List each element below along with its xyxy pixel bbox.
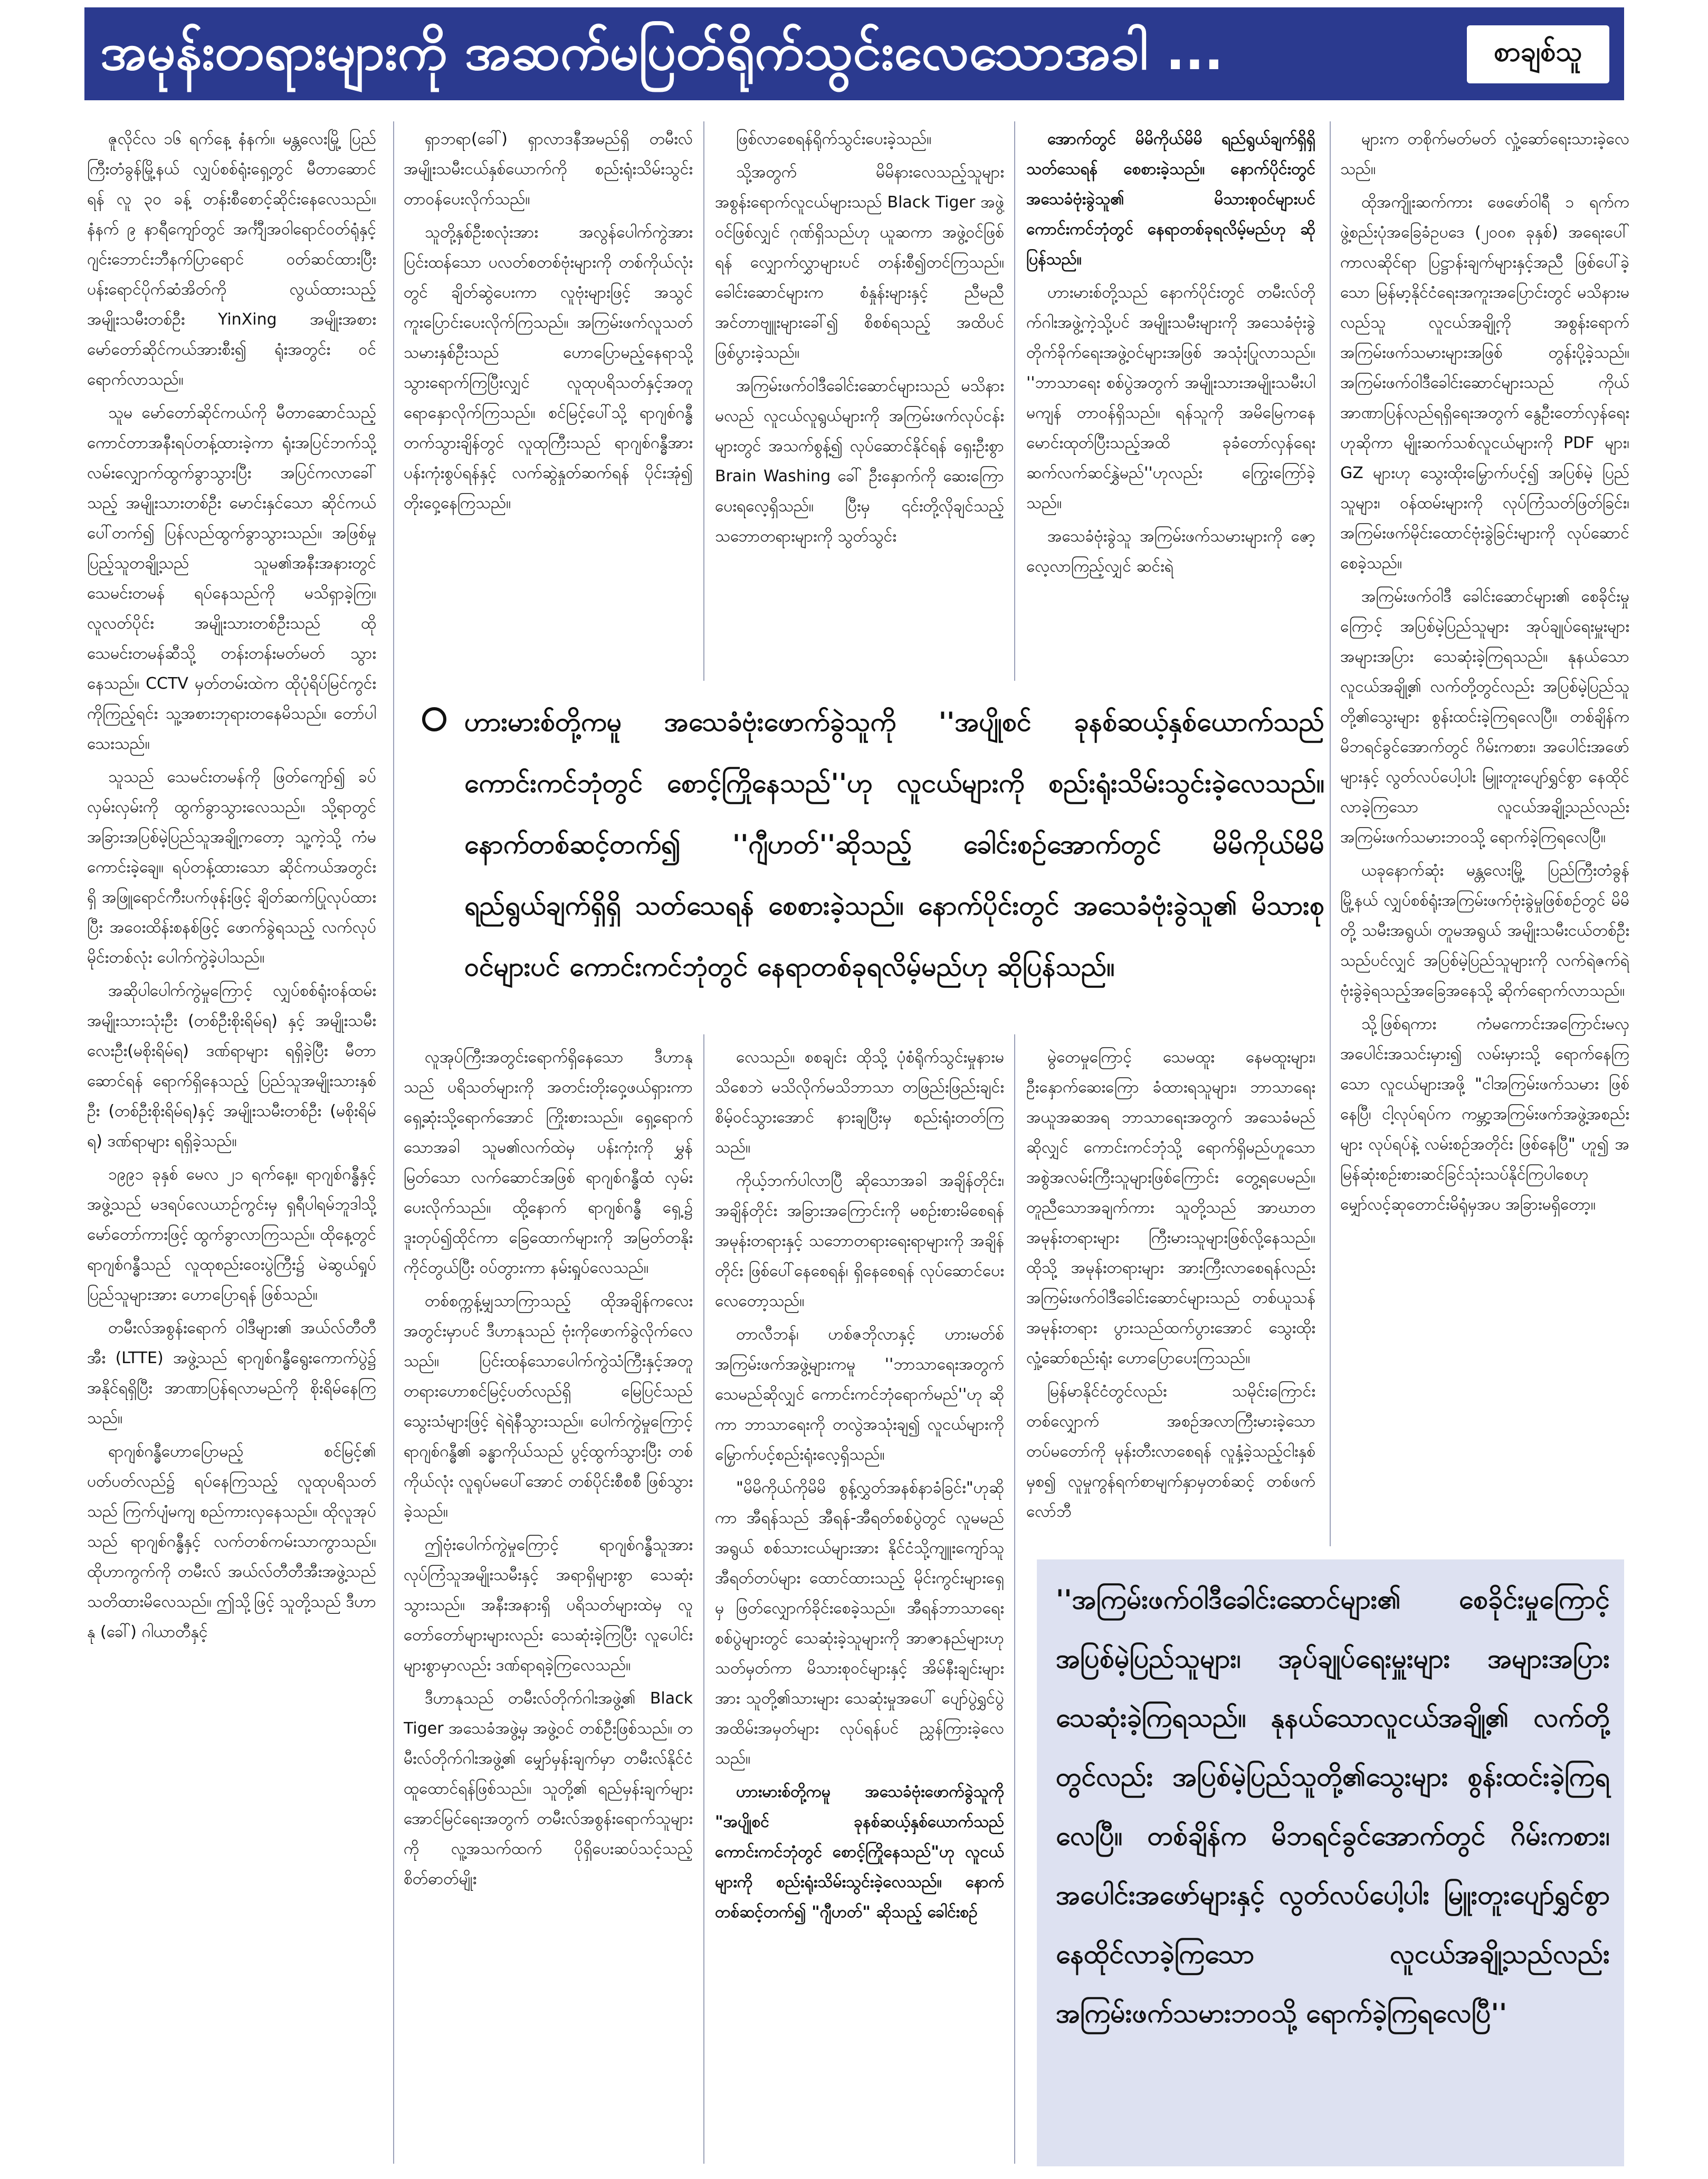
paragraph: ရာဂျစ်ဂန္ဓီဟောပြောမည့် စင်မြင့်၏ ပတ်ပတ်လည်၌ ရပ်နေကြသည့် လူထုပရိသတ်သည် ကြက်ပျံမကျ စည်ကားလှနေသည်။ ထိုလူအုပ်သည် ရာဂျစ်ဂန္ဓီနှင့် လက်တစ်ကမ်းသာကွာသည်။ ထိုဟာကွက်ကို တမီးလ် အယ်လ်တီတီအီးအဖွဲ့သည် သတိထားမိလေသည်။ ဤသို့ဖြင့် သူတို့သည် ဒီဟာနု (ခေါ်) ဂါယာတီနှင့် — [87, 1442, 376, 1641]
byline: စာချစ်သူ — [1494, 36, 1582, 68]
column-3-upper — [715, 124, 1004, 678]
paragraph: အောက်တွင် မိမိကိုယ်မိမိ ရည်ရွယ်ချက်ရှိရှိ သတ်သေရန် စေစားခဲ့သည်။ နောက်ပိုင်းတွင် အသေခံဗုံးခွဲသူ၏ မိသားစုဝင်များပင် ကောင်းကင်ဘုံတွင် နေရာတစ်ခုရလိမ့်မည်ဟု ဆိုပြန်သည်။ — [1026, 130, 1315, 269]
column-rule — [1014, 121, 1015, 681]
paragraph: သူမ မော်တော်ဆိုင်ကယ်ကို မီတာဆောင်သည့် ကောင်တာအနီးရပ်တန့်ထားခဲ့ကာ ရုံးအပြင်ဘက်သို့ လမ်းလျှောက်ထွက်ခွာသွားပြီး အပြင်ကလာခေါ်သည့် အမျိုးသားတစ်ဦး မောင်းနှင်သော ဆိုင်ကယ်ပေါ်တက်၍ ပြန်လည်ထွက်ခွာသွားသည်။ အဖြစ်မှုပြည့်သူတချို့သည် သူမ၏အနီးအနားတွင် သေမင်းတမန် ရပ်နေသည်ကို မသိရှာခဲ့ကြ။ လူလတ်ပိုင်း အမျိုးသားတစ်ဦးသည် ထိုသေမင်းတမန်ဆီသို့ တန်းတန်းမတ်မတ် သွားနေသည်။ CCTV မှတ်တမ်းထဲက ထိုပုံရိပ်မြင်ကွင်းကိုကြည့်ရင်း သူ့အစားဘုရားတနေမိသည်။ တော်ပါသေးသည်။ — [87, 404, 376, 753]
paragraph: "မိမိကိုယ်ကိုမိမိ စွန့်လွှတ်အနစ်နာခံခြင်း"ဟုဆိုကာ အီရန်သည် အီရန်-အီရတ်စစ်ပွဲတွင် လူမမည်အရွယ် စစ်သားငယ်များအား နိုင်ငံသို့ကျူးကျော်သူ အီရတ်တပ်များ ထောင်ထားသည့် မိုင်းကွင်းများရှေ့မှ ဖြတ်လျှောက်ခိုင်းစေခဲ့သည်။ အီရန်ဘာသာရေးစစ်ပွဲများတွင် သေဆုံးခဲ့သူများကို အာဇာနည်များဟု သတ်မှတ်ကာ မိသားစုဝင်များနှင့် အိမ်နီးချင်းများအား သူတို့၏သားများ သေဆုံးမှုအပေါ် ပျော်ပွဲရွှင်ပွဲအထိမ်းအမှတ်များ လုပ်ရန်ပင် ညွှန်ကြားခဲ့လေသည်။ — [715, 1479, 1004, 1768]
paragraph: အဆိုပါပေါက်ကွဲမှုကြောင့် လျှပ်စစ်ရုံးဝန်ထမ်းအမျိုးသားသုံးဦး (တစ်ဦးစိုးရိမ်ရ) နှင့် အမျိုးသမီးလေးဦး(မစိုးရိမ်ရ) ဒဏ်ရာများ ရရှိခဲ့ပြီး မီတာဆောင်ရန် ရောက်ရှိနေသည့် ပြည်သူအမျိုးသားနှစ်ဦး (တစ်ဦးစိုးရိမ်ရ)နှင့် အမျိုးသမီးတစ်ဦး (မစိုးရိမ်ရ) ဒဏ်ရာများ ရရှိခဲ့သည်။ — [87, 982, 376, 1150]
paragraph: တမီးလ်အစွန်းရောက် ဝါဒီများ၏ အယ်လ်တီတီအီး (LTTE) အဖွဲ့သည် ရာဂျစ်ဂန္ဓီရွေးကောက်ပွဲ၌ အနိုင်ရရှိပြီး အာဏာပြန်ရလာမည်ကို စိုးရိမ်နေကြသည်။ — [87, 1319, 376, 1428]
bullet-circle-icon — [422, 707, 446, 731]
paragraph: ဖြစ်လာစေရန်ရိုက်သွင်းပေးခဲ့သည်။ — [736, 130, 932, 148]
column-rule — [703, 1034, 704, 2164]
paragraph: ဟားမားစ်တို့ကမူ အသေခံဗုံးဖောက်ခွဲသူကို "အပျိုစင် ခုနစ်ဆယ့်နှစ်ယောက်သည် ကောင်းကင်ဘုံတွင် စောင့်ကြိုနေသည်"ဟု လူငယ်များကို စည်းရုံးသိမ်းသွင်းခဲ့လေသည်။ နောက်တစ်ဆင့်တက်၍ "ဂျီဟတ်" ဆိုသည့် ခေါင်းစဉ် — [715, 1783, 1004, 1921]
paragraph: ကိုယ့်ဘက်ပါလာပြီ ဆိုသောအခါ အချိန်တိုင်း၊ အချိန်တိုင်း အခြားအကြောင်းကို မစဉ်းစားမိစေရန် အမုန်းတရားနှင့် သဘောတရားရေးရာများကို အချိန်တိုင်း ဖြစ်ပေါ်နေစေရန်၊ ရှိနေစေရန် လုပ်ဆောင်ပေးလေတော့သည်။ — [715, 1172, 1004, 1310]
article-title: အမုန်းတရားများကို အဆက်မပြတ်ရိုက်သွင်းလေသောအခါ ... — [100, 22, 1224, 81]
column-2-lower — [404, 1042, 693, 2166]
pull-quote-text: ဟားမားစ်တို့ကမူ အသေခံဗုံးဖောက်ခွဲသူကို ''အပျိုစင် ခုနစ်ဆယ့်နှစ်ယောက်သည် ကောင်းကင်ဘုံတွင် စောင့်ကြိုနေသည်''ဟု လူငယ်များကို စည်းရုံးသိမ်းသွင်းခဲ့လေသည်။ နောက်တစ်ဆင့်တက်၍ ''ဂျီဟတ်''ဆိုသည့် ခေါင်းစဉ်အောက်တွင် မိမိကိုယ်မိမိ ရည်ရွယ်ချက်ရှိရှိ သတ်သေရန် စေစားခဲ့သည်။ နောက်ပိုင်းတွင် အသေခံဗုံးခွဲသူ၏ မိသားစုဝင်များပင် ကောင်းကင်ဘုံတွင် နေရာတစ်ခုရလိမ့်မည်ဟု ဆိုပြန်သည်။ — [464, 707, 1324, 982]
paragraph: ဤဗုံးပေါက်ကွဲမှုကြောင့် ရာဂျစ်ဂန္ဓီသူအား လုပ်ကြံသူအမျိုးသမီးနှင့် အရာရှိများစွာ သေဆုံးသွားသည်။ အနီးအနားရှိ ပရိသတ်များထဲမှ လူတော်တော်များများလည်း သေဆုံးခဲ့ကြပြီး လူပေါင်းများစွာမှာလည်း ဒဏ်ရာရခဲ့ကြလေသည်။ — [404, 1536, 693, 1674]
paragraph: ဇူလိုင်လ ၁၆ ရက်နေ့ နံနက်။ မန္တလေးမြို့ ပြည်ကြီးတံခွန်မြို့နယ် လျှပ်စစ်ရုံးရှေ့တွင် မီတာဆောင်ရန် လူ ၃၀ ခန့် တန်းစီစောင့်ဆိုင်းနေလေသည်။ နံနက် ၉ နာရီကျော်တွင် အင်္ကျီအဝါရောင်ဝတ်ရုံနှင့် ဂျင်းဘောင်းဘီနက်ပြာရောင် ဝတ်ဆင်ထားပြီး ပန်းရောင်ပိုက်ဆံအိတ်ကို လွယ်ထားသည့် အမျိုးသမီးတစ်ဦး YinXing အမျိုးအစား မော်တော်ဆိုင်ကယ်အားစီး၍ ရုံးအတွင်း ဝင်ရောက်လာသည်။ — [87, 130, 376, 389]
paragraph: အသေခံဗုံးခွဲသူ အကြမ်းဖက်သမားများကို ဇော့လေ့လာကြည့်လျှင် ဆင်းရဲ — [1026, 527, 1315, 576]
column-5 — [1340, 124, 1629, 1549]
paragraph: သူသည် သေမင်းတမန်ကို ဖြတ်ကျော်၍ ခပ်လှမ်းလှမ်းကို ထွက်ခွာသွားလေသည်။ သို့ရာတွင် အခြားအပြစ်မဲ့ပြည်သူအချို့ကတော့ သူ့ကဲ့သို့ ကံမကောင်းခဲ့ချေ။ ရပ်တန့်ထားသော ဆိုင်ကယ်အတွင်းရှိ အဖြူရောင်ကီးပက်ဖုန်းဖြင့် ချိတ်ဆက်ပြုလုပ်ထားပြီး အဝေးထိန်းစနစ်ဖြင့် ဖောက်ခွဲရသည့် လက်လုပ်မိုင်းတစ်လုံး ပေါက်ကွဲခဲ့ပါသည်။ — [87, 768, 376, 967]
paragraph: သူတို့နှစ်ဦးစလုံးအား အလွန်ပေါက်ကွဲအား ပြင်းထန်သော ပလတ်စတစ်ဗုံးများကို တစ်ကိုယ်လုံးတွင် ချိတ်ဆွဲပေးကာ လူဗုံးများဖြင့် အသွင်ကူးပြောင်းပေးလိုက်ကြသည်။ အကြမ်းဖက်လူသတ်သမားနှစ်ဦးသည် ဟောပြောမည့်နေရာသို့ သွားရောက်ကြပြီးလျှင် လူထုပရိသတ်နှင့်အတူ ရောနှောလိုက်ကြသည်။ စင်မြင့်ပေါ်သို့ ရာဂျစ်ဂန္ဓီ တက်သွားချိန်တွင် လူထုကြီးသည် ရာဂျစ်ဂန္ဓီအား ပန်းကုံးစွပ်ရန်နှင့် လက်ဆွဲနှုတ်ဆက်ရန် ပိုင်းအုံ၍ တိုးဝှေ့နေကြသည်။ — [404, 223, 693, 512]
paragraph: များက တစိုက်မတ်မတ် လှုံ့ဆော်ရေးသားခဲ့လေသည်။ — [1340, 130, 1629, 178]
paragraph: ဟားမားစ်တို့သည် နောက်ပိုင်းတွင် တမီးလ်တိုက်ဂါးအဖွဲ့ကဲ့သို့ပင် အမျိုးသမီးများကို အသေခံဗုံးခွဲ တိုက်ခိုက်ရေးအဖွဲ့ဝင်များအဖြစ် အသုံးပြုလာသည်။ ''ဘာသာရေး စစ်ပွဲအတွက် အမျိုးသားအမျိုးသမီးပါမကျန် တာဝန်ရှိသည်။ ရန်သူကို အမိမြေကနေ မောင်းထုတ်ပြီးသည့်အထိ ခုခံတော်လှန်ရေး ဆက်လက်ဆင်နွှဲမည်''ဟုလည်း ကြွေးကြော်ခဲ့သည်။ — [1026, 283, 1315, 512]
byline-badge — [1467, 25, 1609, 83]
column-2-upper — [404, 124, 693, 678]
paragraph: ဒီဟာနုသည် တမီးလ်တိုက်ဂါးအဖွဲ့၏ Black Tiger အသေခံအဖွဲ့မှ အဖွဲ့ဝင် တစ်ဦးဖြစ်သည်။ တမီးလ်တိုက်ဂါးအဖွဲ့၏ မျှော်မှန်းချက်မှာ တမီးလ်နိုင်ငံ ထူထောင်ရန်ဖြစ်သည်။ သူတို့၏ ရည်မှန်းချက်များအောင်မြင်ရေးအတွက် တမီးလ်အစွန်းရောက်သူများကို လူ့အသက်ထက် ပိုရှိပေးဆပ်သင့်သည့် စိတ်ဓာတ်မျိုး — [404, 1689, 693, 1888]
highlight-quote-text: ''အကြမ်းဖက်ဝါဒီခေါင်းဆောင်များ၏ စေခိုင်းမှုကြောင့် အပြစ်မဲ့ပြည်သူများ၊ အုပ်ချုပ်ရေးမှူးများ အများအပြား သေဆုံးခဲ့ကြရသည်။ နုနယ်သောလူငယ်အချို့၏ လက်တို့တွင်လည်း အပြစ်မဲ့ပြည်သူတို့၏သွေးများ စွန်းထင်းခဲ့ကြရလေပြီ။ တစ်ချိန်က မိဘရင်ခွင်အောက်တွင် ဂိမ်းကစား၊ အပေါင်းအဖော်များနှင့် လွတ်လပ်ပေါ့ပါး မြူးတူးပျော်ရွှင်စွာနေထိုင်လာခဲ့ကြသော လူငယ်အချို့သည်လည်း အကြမ်းဖက်သမားဘဝသို့ ရောက်ခဲ့ကြရလေပြီ'' — [1056, 1584, 1610, 2029]
column-3-lower — [715, 1042, 1004, 2166]
column-4-lower — [1026, 1042, 1315, 1549]
paragraph: သို့အတွက် မိမိနားလေသည့်သူများ အစွန်းရောက်လူငယ်များသည် Black Tiger အဖွဲ့ဝင်ဖြစ်လျှင် ဂုဏ်ရှိသည်ဟု ယူဆကာ အဖွဲ့ဝင်ဖြစ်ရန် လျှောက်လွှာများပင် တန်းစီ၍တင်ကြသည်။ ခေါင်းဆောင်များက စံနှုန်းများနှင့် ညီမညီ အင်တာဗျူးများခေါ်၍ စိစစ်ရသည့် အထိပင် ဖြစ်ပွားခဲ့သည်။ — [715, 163, 1004, 362]
paragraph: ရှာဘရာ(ခေါ်) ရှာလာဒနီအမည်ရှိ တမီးလ် အမျိုးသမီးငယ်နှစ်ယောက်ကို စည်းရုံးသိမ်းသွင်း တာဝန်ပေးလိုက်သည်။ — [404, 130, 693, 208]
column-rule — [393, 121, 394, 2164]
column-1 — [87, 124, 376, 2166]
paragraph: လူအုပ်ကြီးအတွင်းရောက်ရှိနေသော ဒီဟာနုသည် ပရိသတ်များကို အတင်းတိုးဝှေ့ဖယ်ရှားကာ ရှေ့ဆုံးသို့ရောက်အောင် ကြိုးစားသည်။ ရှေ့ရောက်သောအခါ သူမ၏လက်ထဲမှ ပန်းကုံးကို မွှန်မြတ်သော လက်ဆောင်အဖြစ် ရာဂျစ်ဂန္ဓီထံ လှမ်းပေးလိုက်သည်။ ထို့နောက် ရာဂျစ်ဂန္ဓီ ရှေ့၌ ဒူးတုပ်၍ထိုင်ကာ ခြေထောက်များကို အမြတ်တနိုးကိုင်တွယ်ပြီး ဝပ်တွားကာ နမ်းရှုပ်လေသည်။ — [404, 1048, 693, 1277]
paragraph: အကြမ်းဖက်ဝါဒီ ခေါင်းဆောင်များ၏ စေခိုင်းမှုကြောင့် အပြစ်မဲ့ပြည်သူများ အုပ်ချုပ်ရေးမှူးများ အများအပြား သေဆုံးခဲ့ကြရသည်။ နုနယ်သော လူငယ်အချို့၏ လက်တို့တွင်လည်း အပြစ်မဲ့ပြည်သူတို့၏သွေးများ စွန်းထင်းခဲ့ကြရလေပြီ။ တစ်ချိန်က မိဘရင်ခွင်အောက်တွင် ဂိမ်းကစား၊ အပေါင်းအဖော်များနှင့် လွတ်လပ်ပေါ့ပါး မြူးတူးပျော်ရွှင်စွာ နေထိုင်လာခဲ့ကြသော လူငယ်အချို့သည်လည်း အကြမ်းဖက်သမားဘဝသို့ ရောက်ခဲ့ကြရလေပြီ။ — [1340, 587, 1629, 846]
paragraph: ၁၉၉၁ ခုနှစ် မေလ ၂၁ ရက်နေ့။ ရာဂျစ်ဂန္ဓီနှင့်အဖွဲ့သည် မဒရပ်လေယာဉ်ကွင်းမှ ရှရီပါရမ်ဘူဒါသို့ မော်တော်ကားဖြင့် ထွက်ခွာလာကြသည်။ ထိုနေ့တွင် ရာဂျစ်ဂန္ဓီသည် လူထုစည်းဝေးပွဲကြီး၌ မဲဆွယ်ရှုပ် ပြည်သူများအား ဟောပြောရန် ဖြစ်သည်။ — [87, 1165, 376, 1304]
column-rule — [703, 121, 704, 681]
paragraph: ထိုအကျိုးဆက်ကား ဖေဖော်ဝါရီ ၁ ရက်က ဖွဲ့စည်းပုံအခြေခံဥပဒေ (၂၀၀၈ ခုနှစ်) အရေးပေါ်ကာလဆိုင်ရာ ပြဋ္ဌာန်းချက်များနှင့်အညီ ဖြစ်ပေါ်ခဲ့သော မြန်မာ့နိုင်ငံရေးအကူးအပြောင်းတွင် မသိနားမလည်သူ လူငယ်အချို့ကို အစွန်းရောက်အကြမ်းဖက်သမားများအဖြစ် တွန်းပို့ခဲ့သည်။ အကြမ်းဖက်ဝါဒီခေါင်းဆောင်များသည် ကိုယ်အာဏာပြန်လည်ရရှိရေးအတွက် နွေဦးတော်လှန်ရေးဟုဆိုကာ မျိုးဆက်သစ်လူငယ်များကို PDF များ၊ GZ များဟု သွေးထိုးမြှောက်ပင့်၍ အပြစ်မဲ့ ပြည်သူများ၊ ဝန်ထမ်းများကို လုပ်ကြံသတ်ဖြတ်ခြင်း၊ အကြမ်းဖက်မိုင်းထောင်ဗုံးခွဲခြင်းများကို လုပ်ဆောင်စေခဲ့သည်။ — [1340, 193, 1629, 573]
title-banner — [84, 7, 1624, 100]
highlight-quote-box — [1037, 1559, 1624, 2166]
paragraph: ယခုနောက်ဆုံး မန္တလေးမြို့ ပြည်ကြီးတံခွန်မြို့နယ် လျှပ်စစ်ရုံးအကြမ်းဖက်ဗုံးခွဲမှုဖြစ်စဉ်တွင် မိမိတို့ သမီးအရွယ်၊ တူမအရွယ် အမျိုးသမီးငယ်တစ်ဦးသည်ပင်လျှင် အပြစ်မဲ့ပြည်သူများကို လက်ရဲဇက်ရဲ ဗုံးခွဲခဲ့ရသည့်အခြေအနေသို့ ဆိုက်ရောက်လာသည်။ — [1340, 861, 1629, 1000]
paragraph: လေသည်။ စစချင်း ထိုသို့ ပုံစံရိုက်သွင်းမှုနားမသိစေဘဲ မသိလိုက်မသိဘာသာ တဖြည်းဖြည်းချင်း စိမ့်ဝင်သွားအောင် နားချပြီးမှ စည်းရုံးတတ်ကြသည်။ — [715, 1048, 1004, 1157]
paragraph: မွဲတေမှုကြောင့် သေမထူး နေမထူးများ၊ ဦးနှောက်ဆေးကြော ခံထားရသူများ၊ ဘာသာရေးအယူအဆအရ ဘာသာရေးအတွက် အသေခံမည်ဆိုလျှင် ကောင်းကင်ဘုံသို့ ရောက်ရှိမည်ဟူသော အစွဲအလမ်းကြီးသူများဖြစ်ကြောင်း တွေ့ရပေမည်။ တူညီသောအချက်ကား သူတို့သည် အာဃာတအမုန်းတရားများ ကြီးမားသူများဖြစ်လို့နေသည်။ ထိုသို့ အမုန်းတရားများ အားကြီးလာစေရန်လည်း အကြမ်းဖက်ဝါဒီခေါင်းဆောင်များသည် တစ်ယူသန်အမုန်းတရား ပွားသည်ထက်ပွားအောင် သွေးထိုးလှုံ့ဆော်စည်းရုံး ဟောပြောပေးကြသည်။ — [1026, 1048, 1315, 1367]
paragraph: တာလီဘန်၊ ဟစ်ဇဘိုလာနှင့် ဟားမတ်စ် အကြမ်းဖက်အဖွဲ့များကမူ ''ဘာသာရေးအတွက် သေမည်ဆိုလျှင် ကောင်းကင်ဘုံရောက်မည်''ဟု ဆိုကာ ဘာသာရေးကို တလွဲအသုံးချ၍ လူငယ်များကို မြှောက်ပင့်စည်းရုံးလေ့ရှိသည်။ — [715, 1325, 1004, 1464]
paragraph: အကြမ်းဖက်ဝါဒီခေါင်းဆောင်များသည် မသိနားမလည် လူငယ်လူရွယ်များကို အကြမ်းဖက်လုပ်ငန်းများတွင် အသက်စွန့်၍ လုပ်ဆောင်နိုင်ရန် ရှေးဦးစွာ Brain Washing ခေါ် ဦးနှောက်ကို ဆေးကြောပေးရလေ့ရှိသည်။ ပြီးမှ ၎င်းတို့လိုချင်သည့် သဘောတရားများကို သွတ်သွင်း — [715, 377, 1004, 546]
paragraph: မြန်မာနိုင်ငံတွင်လည်း သမိုင်းကြောင်းတစ်လျှောက် အစဉ်အလာကြီးမားခဲ့သော တပ်မတော်ကို မုန်းတီးလာစေရန် လူနှံ့ခဲ့သည့်ငါးနှစ်မှစ၍ လူမှုကွန်ရက်စာမျက်နှာမှတစ်ဆင့် တစ်ဖက်လော်ဘီ — [1026, 1382, 1315, 1521]
column-rule — [1014, 1034, 1015, 2164]
column-4-upper — [1026, 124, 1315, 678]
pull-quote — [401, 691, 1330, 1019]
column-rule — [1330, 121, 1331, 1546]
paragraph: သို့ဖြစ်ရကား ကံမကောင်းအကြောင်းမလှ အပေါင်းအသင်းမှား၍ လမ်းမှားသို့ ရောက်နေကြသော လူငယ်များအဖို့ "ငါအကြမ်းဖက်သမား ဖြစ်နေပြီ၊ ငါ့လုပ်ရပ်က ကမ္ဘာ့အကြမ်းဖက်အဖွဲ့အစည်းများ လုပ်ရပ်နဲ့ လမ်းစဉ်အတိုင်း ဖြစ်နေပြီ" ဟူ၍ အမြန်ဆုံးစဉ်းစားဆင်ခြင်သုံးသပ်နိုင်ကြပါစေဟု မျှော်လင့်ဆုတောင်းမိရုံမှအပ အခြားမရှိတော့။ — [1340, 1015, 1629, 1214]
paragraph: တစ်စက္ကန့်မျှသာကြာသည့် ထိုအချိန်ကလေးအတွင်းမှာပင် ဒီဟာနုသည် ဗုံးကိုဖောက်ခွဲလိုက်လေသည်။ ပြင်းထန်သောပေါက်ကွဲသံကြီးနှင့်အတူ တရားဟောစင်မြင့်ပတ်လည်ရှိ မြေပြင်သည် သွေးသံများဖြင့် ရဲရဲနီသွားသည်။ ပေါက်ကွဲမှုကြောင့် ရာဂျစ်ဂန္ဓီ၏ ခန္ဓာကိုယ်သည် ပွင့်ထွက်သွားပြီး တစ်ကိုယ်လုံး လူရုပ်မပေါ်အောင် တစ်ပိုင်းစီစစီ ဖြစ်သွားခဲ့သည်။ — [404, 1292, 693, 1521]
